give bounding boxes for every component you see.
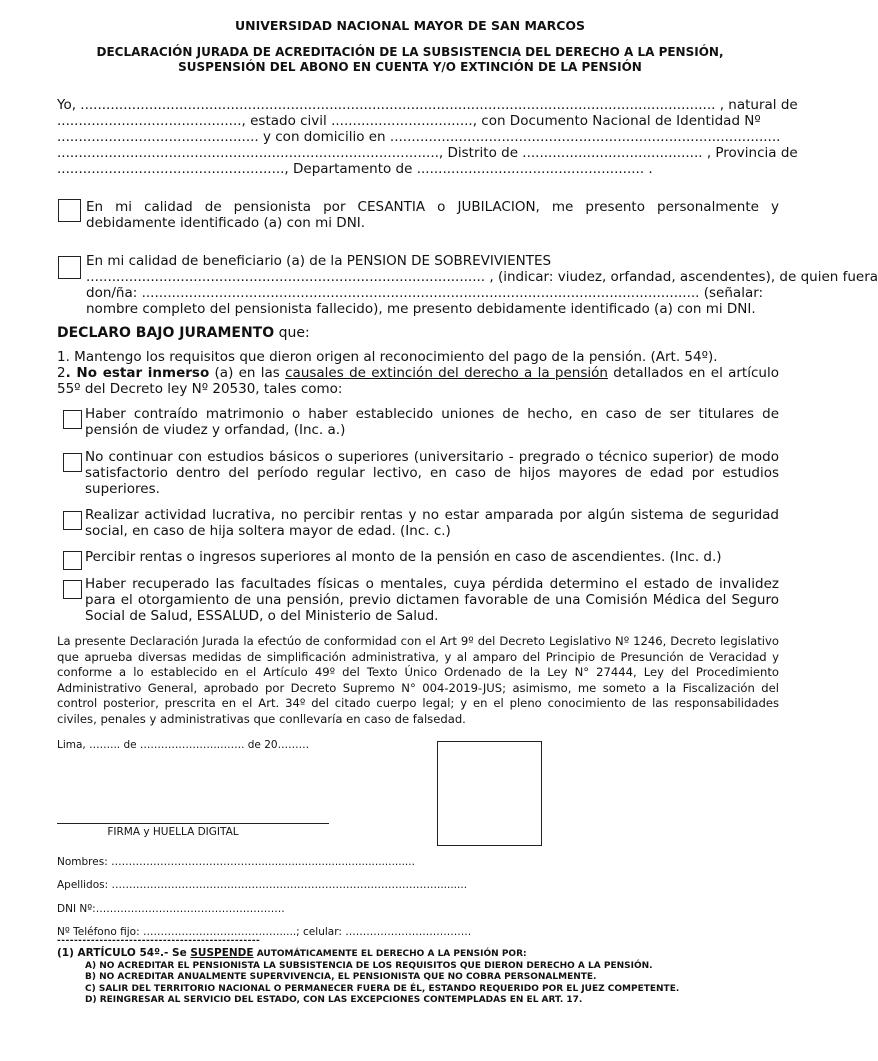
cesantia-text: En mi calidad de pensionista por CESANTIA o JUBILACION, me presento personalmente y debidamente identificado (a) con mi DNI. [86, 199, 779, 231]
sobrevivientes-line-2[interactable]: ............................................................................................. , (indicar: viudez, orfandad, ascendentes), de quien fuera [86, 269, 878, 285]
signature-label: FIRMA y HUELLA DIGITAL [107, 826, 239, 838]
sobrevivientes-text [86, 253, 878, 317]
footnote-suspende: SUSPENDE [190, 947, 254, 959]
footnote [57, 948, 779, 1007]
causal-e-text: Haber recuperado las facultades físicas o mentales, cuya pérdida determino el estado de invalidez para el otorgamiento de una pensión, previo dictamen favorable de una Comisión Médica del Seguro Social de Salud, ESSALUD, o del Ministerio de Salud. [85, 576, 779, 624]
intro-line-2[interactable]: ..........................................., estado civil ................................., con Documento Nacional de Identidad Nº [57, 113, 761, 129]
causal-e-checkbox[interactable] [63, 580, 82, 599]
intro-line-5[interactable]: ....................................................., Departamento de ..................................................... . [57, 161, 653, 177]
footnote-suffix: AUTOMÁTICAMENTE EL DERECHO A LA PENSIÓN POR: [253, 949, 527, 959]
causal-d-text: Percibir rentas o ingresos superiores al monto de la pensión en caso de ascendientes. (Inc. d.) [85, 549, 722, 565]
cesantia-checkbox[interactable] [58, 199, 81, 222]
item-2 [57, 365, 779, 397]
intro-line-1[interactable]: Yo, .................................................................................................................................................... , natural de [57, 97, 798, 113]
causal-c-text: Realizar actividad lucrativa, no percibir rentas y no estar amparada por algún sistema de seguridad social, en caso de hija soltera mayor de edad. (Inc. c.) [85, 507, 779, 539]
item-2-number: 2 [57, 365, 66, 381]
sobrevivientes-line-1: En mi calidad de beneficiario (a) de la PENSION DE SOBREVIVIENTES [86, 253, 552, 269]
sobrevivientes-line-4: nombre completo del pensionista fallecido), me presento debidamente identificado (a) con mi DNI. [86, 301, 756, 317]
declaro-bold: DECLARO BAJO JURAMENTO [57, 325, 275, 341]
intro-paragraph [57, 97, 798, 177]
telefono-field[interactable]: Nº Teléfono fijo: ………………………………….....; celular: ……………………………… [57, 926, 472, 938]
item-2-rest: detallados en el artículo 55º del Decreto ley Nº 20530, tales como: [57, 365, 779, 397]
signature-line[interactable] [57, 823, 329, 824]
causal-b-checkbox[interactable] [63, 453, 82, 472]
document-title-line2: SUSPENSIÓN DEL ABONO EN CUENTA Y/O EXTINCIÓN DE LA PENSIÓN [178, 60, 642, 74]
item-2-underlined: causales de extinción del derecho a la pensión [285, 365, 608, 381]
intro-line-3[interactable]: ............................................... y con domicilio en ........................................................................................... [57, 129, 781, 145]
apellidos-field[interactable]: Apellidos: …………………………………………………………………………………......... [57, 879, 468, 891]
declaro-heading [57, 325, 310, 341]
footnote-prefix: (1) ARTÍCULO 54º.- Se [57, 947, 191, 959]
causal-c-checkbox[interactable] [63, 511, 82, 530]
document-title [0, 45, 820, 75]
item-2-bold: . No estar inmerso [65, 365, 210, 381]
causal-a-checkbox[interactable] [63, 410, 82, 429]
sobrevivientes-line-3[interactable]: don/ña: .................................................................................................................................. (señalar: [86, 285, 764, 301]
footnote-heading [57, 948, 779, 961]
dni-field[interactable]: DNI Nº:……………………………………………… [57, 903, 285, 915]
footnote-item-a: A) NO ACREDITAR EL PENSIONISTA LA SUBSISTENCIA DE LOS REQUISITOS QUE DIERON DERECHO A LA PENSIÓN. [85, 960, 653, 971]
fingerprint-box[interactable] [437, 741, 542, 846]
document-title-line1: DECLARACIÓN JURADA DE ACREDITACIÓN DE LA SUBSISTENCIA DEL DERECHO A LA PENSIÓN, [96, 45, 724, 59]
causal-a-text: Haber contraído matrimonio o haber establecido uniones de hecho, en caso de ser titulares de pensión de viudez y orfandad, (Inc. a.) [85, 406, 779, 438]
causal-d-checkbox[interactable] [63, 551, 82, 570]
footnote-item-d: D) REINGRESAR AL SERVICIO DEL ESTADO, CON LAS EXCEPCIONES CONTEMPLADAS EN EL ART. 17. [85, 995, 583, 1005]
footnote-item-c: C) SALIR DEL TERRITORIO NACIONAL O PERMANECER FUERA DE ÉL, ESTANDO REQUERIDO POR EL JUEZ COMPETENTE. [85, 983, 680, 994]
item-2-mid: (a) en las [209, 365, 286, 381]
sobrevivientes-checkbox[interactable] [58, 256, 81, 279]
fecha-field[interactable]: Lima, ……... de …………………..……. de 20……… [57, 739, 310, 751]
footnote-item-b: B) NO ACREDITAR ANUALMENTE SUPERVIVENCIA, EL PENSIONISTA QUE NO COBRA PERSONALMENTE. [85, 972, 597, 982]
item-1: 1. Mantengo los requisitos que dieron origen al reconocimiento del pago de la pensión. (Art. 54º). [57, 349, 718, 365]
nombres-field[interactable]: Nombres: ……………………………………............................................... [57, 856, 415, 868]
separator: ------------------------------------------------ [57, 936, 261, 946]
causal-b-text: No continuar con estudios básicos o superiores (universitario - pregrado o técnico superior) de modo satisfactorio dentro del período regular lectivo, en caso de hijos mayores de edad por estudios superiores. [85, 449, 779, 497]
university-title: UNIVERSIDAD NACIONAL MAYOR DE SAN MARCOS [235, 18, 585, 33]
intro-line-4[interactable]: ........................................................................................., Distrito de .......................................... , Provincia de [57, 145, 798, 161]
declaro-rest: que: [274, 325, 310, 341]
legal-text: La presente Declaración Jurada la efectúo de conformidad con el Art 9º del Decreto Legislativo Nº 1246, Decreto legislativo que aprueba diversas medidas de simplificación administrativa, y al amparo del Principio de Presunción de Veracidad y conforme a lo establecido en el Artículo 49º del Texto Único Ordenado de la Ley N° 27444, Ley del Procedimiento Administrativo General, aprobado por Decreto Supremo N° 004-2019-JUS; asimismo, me someto a la Fiscalización del control posterior, prescrita en el Art. 34º del citado cuerpo legal; y en el pleno conocimiento de las responsabilidades civiles, penales y administrativas que conllevaría en caso de falsedad. [57, 634, 779, 726]
